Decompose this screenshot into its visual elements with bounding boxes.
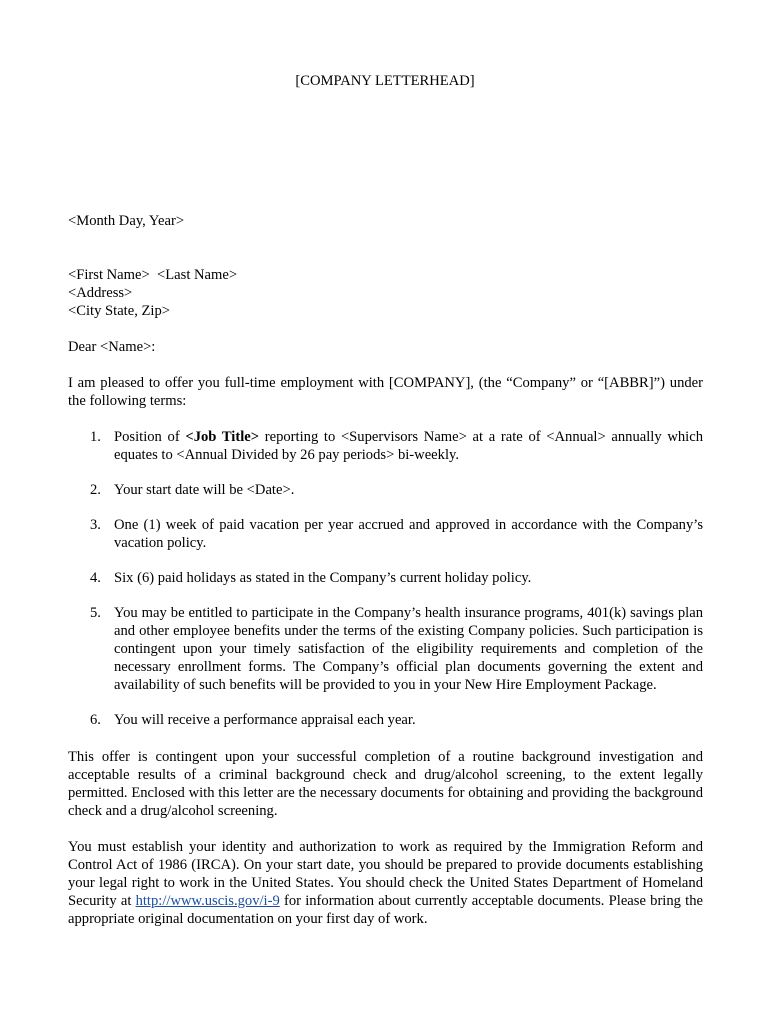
- term-item-1: [68, 428, 703, 464]
- term-item-3: [68, 516, 703, 552]
- term-item-6: [68, 711, 703, 729]
- term-item-5: [68, 604, 703, 694]
- term-number: 5.: [90, 605, 101, 621]
- term-item-2: [68, 481, 703, 499]
- term-prefix: Position of: [114, 429, 186, 445]
- term-text: You will receive a performance appraisal each year.: [114, 712, 416, 728]
- term-text: One (1) week of paid vacation per year accrued and approved in accordance with the Company’s vacation policy.: [114, 517, 703, 551]
- term-number: 3.: [90, 517, 101, 533]
- term-number: 6.: [90, 712, 101, 728]
- letter-date: <Month Day, Year>: [68, 213, 185, 229]
- recipient-address-block: [68, 266, 703, 320]
- term-number: 1.: [90, 429, 101, 445]
- job-title-placeholder: <Job Title>: [185, 429, 260, 445]
- term-text: You may be entitled to participate in the Company’s health insurance programs, 401(k) savings plan and other employee benefits under the terms of the existing Company policies. Such participation is contingent upon your timely satisfaction of the eligibility requirements and completion of the necessary enrollment forms. The Company’s official plan documents governing the extent and availability of such benefits will be provided to you in your New Hire Employment Package.: [114, 605, 703, 693]
- terms-list: [68, 428, 703, 746]
- uscis-i9-link[interactable]: http://www.uscis.gov/i-9: [135, 893, 280, 909]
- term-text: Six (6) paid holidays as stated in the Company’s current holiday policy.: [114, 570, 532, 586]
- recipient-name: <First Name> <Last Name>: [68, 267, 238, 283]
- term-suffix: reporting to <Supervisors Name> at a rate of <Annual> annually which equates to <Annual Divided by 26 pay periods> bi-weekly.: [114, 429, 703, 463]
- term-number: 4.: [90, 570, 101, 586]
- intro-paragraph: I am pleased to offer you full-time employment with [COMPANY], (the “Company” or “[ABBR]”) under the following terms:: [68, 375, 703, 409]
- term-number: 2.: [90, 482, 101, 498]
- company-letterhead: [COMPANY LETTERHEAD]: [295, 73, 475, 89]
- identity-text-before-link: You must establish your identity and authorization to work as required by the Immigration Reform and Control Act of 1986 (IRCA). On your start date, you should be prepared to provide documents establishing your legal right to work in the United States. You should check the United States Department of Homeland Security at: [68, 839, 703, 909]
- recipient-city: <City State, Zip>: [68, 303, 170, 319]
- term-item-4: [68, 569, 703, 587]
- background-check-paragraph: This offer is contingent upon your successful completion of a routine background investigation and acceptable results of a criminal background check and drug/alcohol screening, to the extent legally permitted. Enclosed with this letter are the necessary documents for obtaining and providing the background check and a drug/alcohol screening.: [68, 749, 703, 819]
- salutation: Dear <Name>:: [68, 339, 156, 355]
- identity-paragraph: [68, 838, 703, 928]
- recipient-address: <Address>: [68, 285, 133, 301]
- term-text: Your start date will be <Date>.: [114, 482, 295, 498]
- identity-text-after-link: for information about currently acceptable documents. Please bring the appropriate original documentation on your first day of work.: [68, 893, 703, 927]
